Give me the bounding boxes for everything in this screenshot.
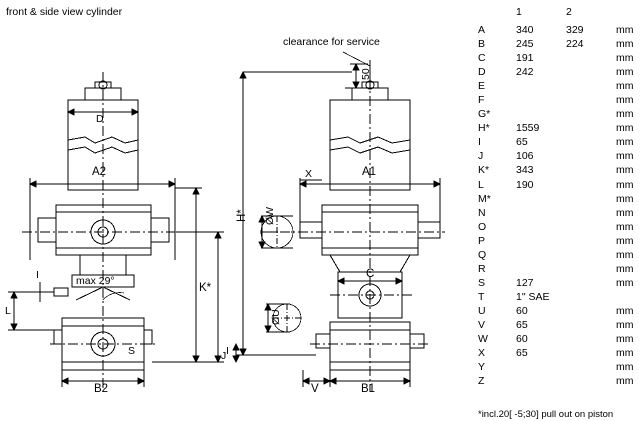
- dim-label-ow: ØW: [264, 206, 276, 225]
- row-key: F: [478, 94, 485, 107]
- row-unit: mm: [616, 318, 634, 331]
- label-max-29: max 29°: [76, 275, 115, 287]
- row-key: P: [478, 234, 486, 247]
- row-val1: 1559: [516, 122, 540, 135]
- row-key: M*: [478, 192, 491, 205]
- row-key: O: [478, 220, 487, 233]
- row-unit: mm: [616, 248, 634, 261]
- row-unit: mm: [616, 24, 634, 36]
- table-col2-header: 2: [566, 6, 572, 18]
- row-unit: mm: [616, 361, 634, 374]
- dim-label-v: V: [311, 383, 319, 395]
- row-key: A: [478, 24, 486, 36]
- row-unit: mm: [616, 262, 634, 275]
- row-key: H*: [478, 122, 490, 135]
- row-key: N: [478, 206, 486, 219]
- row-val1: 245: [516, 38, 534, 51]
- row-val1: 242: [516, 66, 534, 79]
- row-unit: mm: [616, 276, 634, 289]
- row-unit: mm: [616, 38, 634, 51]
- page-title: front & side view cylinder: [6, 6, 123, 18]
- row-key: Q: [478, 248, 487, 261]
- row-unit: mm: [616, 122, 634, 135]
- row-val2: 224: [566, 38, 584, 51]
- row-key: C: [478, 52, 486, 65]
- dim-label-50: 50: [360, 68, 372, 80]
- row-key: S: [478, 276, 486, 289]
- row-val1: 1" SAE: [516, 290, 550, 303]
- dim-label-b2: B2: [94, 383, 109, 395]
- dim-label-j: J: [221, 350, 227, 362]
- dim-label-a1: A1: [362, 166, 377, 178]
- dim-label-l: L: [5, 305, 11, 317]
- row-unit: mm: [616, 333, 634, 346]
- row-unit: mm: [616, 375, 634, 388]
- dim-label-b1: B1: [361, 383, 376, 395]
- row-unit: mm: [616, 206, 634, 219]
- dim-label-h-star: H*: [236, 209, 248, 222]
- row-unit: mm: [616, 136, 634, 149]
- row-unit: mm: [616, 234, 634, 247]
- row-unit: mm: [616, 220, 634, 233]
- row-key: X: [478, 347, 486, 360]
- dim-label-x: X: [305, 168, 313, 180]
- dim-label-d: D: [96, 113, 104, 125]
- dim-label-a2: A2: [92, 166, 107, 178]
- row-key: Y: [478, 361, 486, 374]
- row-val1: 65: [516, 347, 528, 360]
- row-val1: 106: [516, 150, 534, 163]
- table-footnote: *incl.20[ -5;30] pull out on piston: [478, 409, 614, 420]
- row-key: W: [478, 333, 488, 346]
- row-key: L: [478, 178, 484, 191]
- row-unit: mm: [616, 52, 634, 65]
- row-key: B: [478, 38, 486, 51]
- row-unit: mm: [616, 347, 634, 360]
- row-key: G*: [478, 108, 491, 121]
- row-val1: 340: [516, 24, 534, 36]
- dim-label-i-left: I: [36, 269, 39, 281]
- row-val1: 191: [516, 52, 534, 65]
- dim-label-s: S: [128, 345, 136, 357]
- label-clearance-for-service: clearance for service: [283, 36, 380, 48]
- row-key: D: [478, 66, 486, 79]
- row-val1: 60: [516, 333, 528, 346]
- row-unit: mm: [616, 66, 634, 79]
- row-val1: 127: [516, 276, 534, 289]
- row-unit: mm: [616, 108, 634, 121]
- row-unit: mm: [616, 94, 634, 107]
- row-key: J: [478, 150, 484, 163]
- row-key: E: [478, 80, 486, 93]
- row-key: K*: [478, 164, 490, 177]
- table-col1-header: 1: [516, 6, 522, 18]
- row-key: U: [478, 304, 486, 317]
- dim-label-ou: ØU: [270, 309, 282, 325]
- row-key: V: [478, 318, 486, 331]
- dim-label-c: C: [366, 268, 375, 280]
- dim-label-k-star: K*: [199, 282, 212, 294]
- row-val1: 60: [516, 304, 528, 317]
- row-key: Z: [478, 375, 485, 388]
- row-unit: mm: [616, 150, 634, 163]
- row-unit: mm: [616, 164, 634, 177]
- row-key: R: [478, 262, 486, 275]
- row-unit: mm: [616, 192, 634, 205]
- dim-label-i-right: I: [226, 345, 229, 357]
- row-val1: 190: [516, 178, 534, 191]
- row-key: T: [478, 290, 485, 303]
- row-val1: 343: [516, 164, 534, 177]
- row-val1: 65: [516, 136, 528, 149]
- row-val1: 65: [516, 318, 528, 331]
- row-unit: mm: [616, 80, 634, 93]
- row-unit: mm: [616, 304, 634, 317]
- row-key: I: [478, 136, 481, 149]
- row-val2: 329: [566, 24, 584, 36]
- row-unit: mm: [616, 178, 634, 191]
